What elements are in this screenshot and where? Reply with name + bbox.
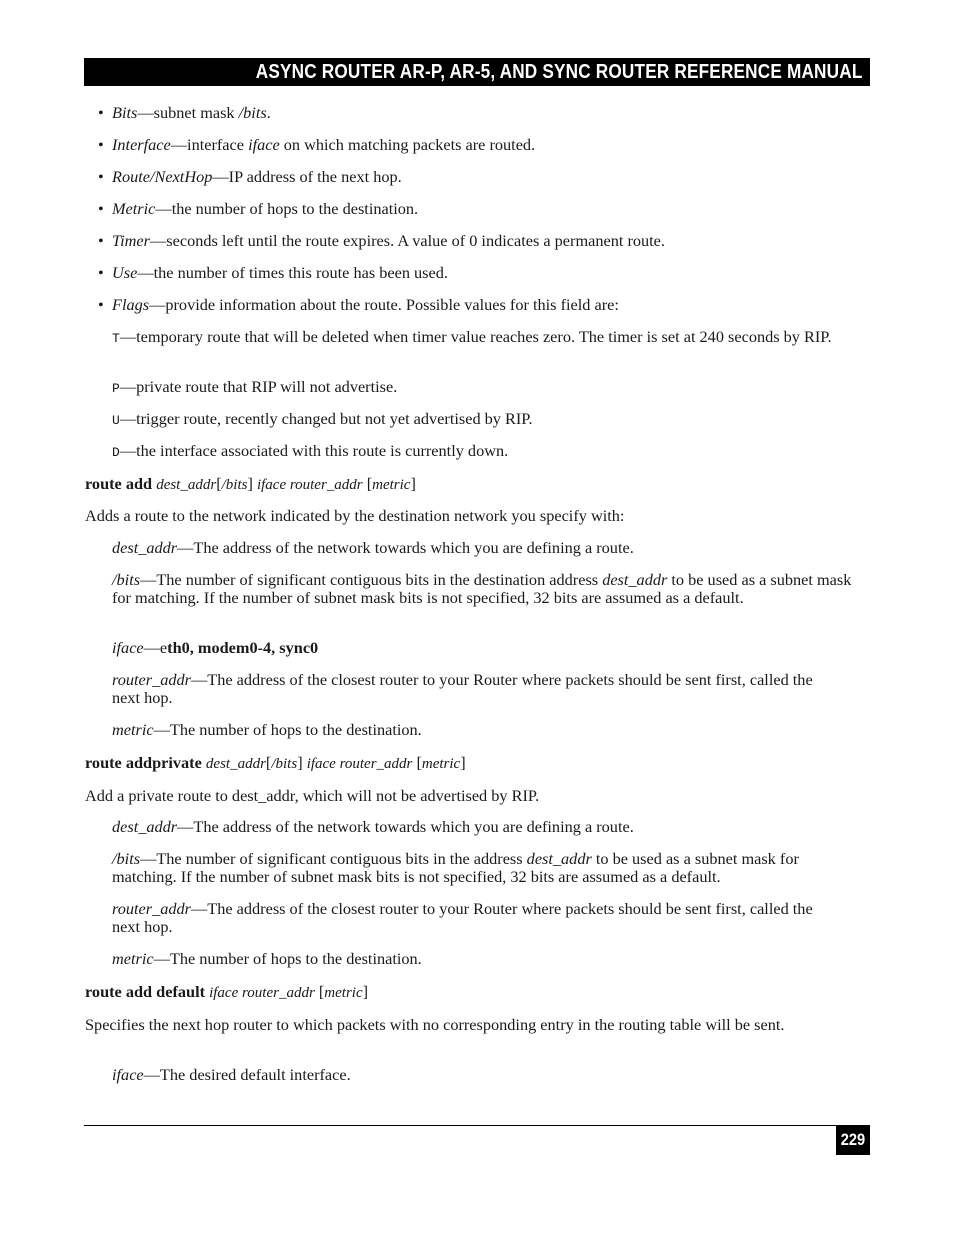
bullet-marker: • xyxy=(98,135,104,154)
field-text: on which matching packets are routed. xyxy=(279,135,536,154)
bracket: ] xyxy=(460,753,466,772)
field-term: Metric xyxy=(112,199,156,218)
command-description: Add a private route to dest_addr, which will not be advertised by RIP. xyxy=(85,786,540,805)
param-text: —The address of the network towards which you are defining a route. xyxy=(177,817,634,836)
param-term: metric xyxy=(112,720,154,739)
param-term: /bits xyxy=(112,570,141,589)
param-item xyxy=(112,900,842,936)
command-name: route addprivate xyxy=(85,753,202,772)
arg: dest_addr xyxy=(205,756,266,772)
param-text: to be used as a subnet mask for matching. If the number of subnet mask bits is not specified, 32 bits are assumed as a default. xyxy=(112,570,852,607)
list-item xyxy=(112,264,448,282)
command-syntax xyxy=(85,754,466,773)
list-item xyxy=(112,232,665,250)
param-item xyxy=(112,1066,351,1084)
param-text: —The number of significant contiguous bits in the address xyxy=(140,849,527,868)
param-item xyxy=(112,950,422,968)
field-text: . xyxy=(266,103,271,122)
param-item xyxy=(112,850,852,886)
param-term: dest_addr xyxy=(112,538,178,557)
command-name: route add default xyxy=(85,982,206,1001)
page-header-title: ASYNC ROUTER AR-P, AR-5, AND SYNC ROUTER REFERENCE MANUAL xyxy=(256,61,863,83)
param-text: —The address of the closest router to your Router where packets should be sent first, called the next hop. xyxy=(112,899,813,936)
command-name: route add xyxy=(85,474,153,493)
field-term: Timer xyxy=(112,231,150,250)
bullet-marker: • xyxy=(98,295,104,314)
field-text: —the number of times this route has been used. xyxy=(137,263,448,282)
list-item xyxy=(112,104,271,122)
param-item xyxy=(112,639,318,657)
bracket: [ xyxy=(318,982,325,1001)
header-bar xyxy=(84,58,870,86)
param-term: router_addr xyxy=(112,899,191,918)
field-term: Bits xyxy=(112,103,138,122)
param-item xyxy=(112,671,842,707)
flag-code: U xyxy=(112,413,120,428)
arg: iface router_addr xyxy=(306,756,413,772)
param-text: —The number of significant contiguous bits in the destination address xyxy=(140,570,603,589)
command-syntax xyxy=(85,475,416,494)
param-italic: dest_addr xyxy=(526,849,592,868)
param-term: router_addr xyxy=(112,670,191,689)
param-italic: dest_addr xyxy=(602,570,668,589)
param-term: iface xyxy=(112,1065,144,1084)
field-text: —seconds left until the route expires. A value of 0 indicates a permanent route. xyxy=(150,231,665,250)
field-text: —IP address of the next hop. xyxy=(212,167,402,186)
bullet-marker: • xyxy=(98,263,104,282)
field-term: Use xyxy=(112,263,138,282)
field-italic: /bits xyxy=(238,103,267,122)
flag-text: —temporary route that will be deleted when timer value reaches zero. The timer is set at 240 seconds by RIP. xyxy=(119,327,832,346)
page-number: 229 xyxy=(840,1130,866,1149)
arg: iface router_addr xyxy=(209,985,315,1001)
field-term: Interface xyxy=(112,135,171,154)
param-text: to be used as a subnet mask for matching. If the number of subnet mask bits is not specified, 32 bits are assumed as a default. xyxy=(112,849,799,886)
flag-text: —private route that RIP will not advertise. xyxy=(119,377,398,396)
flag-item xyxy=(112,378,397,398)
bullet-marker: • xyxy=(98,231,104,250)
flag-code: P xyxy=(112,381,120,396)
footer-rule xyxy=(84,1125,870,1126)
flag-item xyxy=(112,410,533,430)
param-item xyxy=(112,571,864,607)
param-term: iface xyxy=(112,638,144,657)
field-text: —interface xyxy=(170,135,249,154)
bullet-marker: • xyxy=(98,199,104,218)
arg: metric xyxy=(372,477,411,493)
command-description: Specifies the next hop router to which packets with no corresponding entry in the routing table will be sent. xyxy=(85,1015,785,1034)
param-item xyxy=(112,539,634,557)
param-item xyxy=(112,721,422,739)
page-number-box xyxy=(836,1125,870,1155)
field-italic: iface xyxy=(248,135,280,154)
param-term: dest_addr xyxy=(112,817,178,836)
param-item xyxy=(112,818,634,836)
bracket: [ xyxy=(265,753,272,772)
flag-text: —trigger route, recently changed but not yet advertised by RIP. xyxy=(119,409,533,428)
param-term: metric xyxy=(112,949,154,968)
bullet-marker: • xyxy=(98,103,104,122)
bracket: ] xyxy=(410,474,416,493)
param-text: —The address of the network towards which you are defining a route. xyxy=(177,538,634,557)
param-text: —The number of hops to the destination. xyxy=(153,720,422,739)
param-text: —The desired default interface. xyxy=(143,1065,351,1084)
flag-code: T xyxy=(112,331,120,346)
bracket: ] xyxy=(362,982,369,1001)
flag-code: D xyxy=(112,445,120,460)
field-term: Route/NextHop xyxy=(112,167,213,186)
flag-item xyxy=(112,328,832,348)
flag-item xyxy=(112,442,508,462)
command-description: Adds a route to the network indicated by the destination network you specify with: xyxy=(85,506,625,525)
list-item xyxy=(112,168,402,186)
bullet-marker: • xyxy=(98,167,104,186)
arg: metric xyxy=(324,985,363,1001)
list-item xyxy=(112,296,619,314)
arg: /bits xyxy=(221,477,248,493)
field-text: —provide information about the route. Possible values for this field are: xyxy=(149,295,619,314)
bracket: [ xyxy=(366,474,373,493)
bracket: ] xyxy=(247,474,253,493)
bracket: [ xyxy=(216,474,222,493)
field-term: Flags xyxy=(112,295,150,314)
flag-text: —the interface associated with this route is currently down. xyxy=(119,441,509,460)
arg: /bits xyxy=(271,756,298,772)
arg: dest_addr xyxy=(156,477,217,493)
param-text: —The number of hops to the destination. xyxy=(153,949,422,968)
field-text: —the number of hops to the destination. xyxy=(155,199,419,218)
arg: iface router_addr xyxy=(256,477,363,493)
field-text: —subnet mask xyxy=(137,103,239,122)
arg: metric xyxy=(421,756,461,772)
param-term: /bits xyxy=(112,849,141,868)
param-bold: th0, modem0-4, sync0 xyxy=(167,638,319,657)
command-syntax xyxy=(85,983,368,1002)
list-item xyxy=(112,200,418,218)
bracket: ] xyxy=(297,753,303,772)
list-item xyxy=(112,136,535,154)
bracket: [ xyxy=(416,753,422,772)
param-text: —e xyxy=(143,638,168,657)
param-text: —The address of the closest router to your Router where packets should be sent first, called the next hop. xyxy=(112,670,813,707)
